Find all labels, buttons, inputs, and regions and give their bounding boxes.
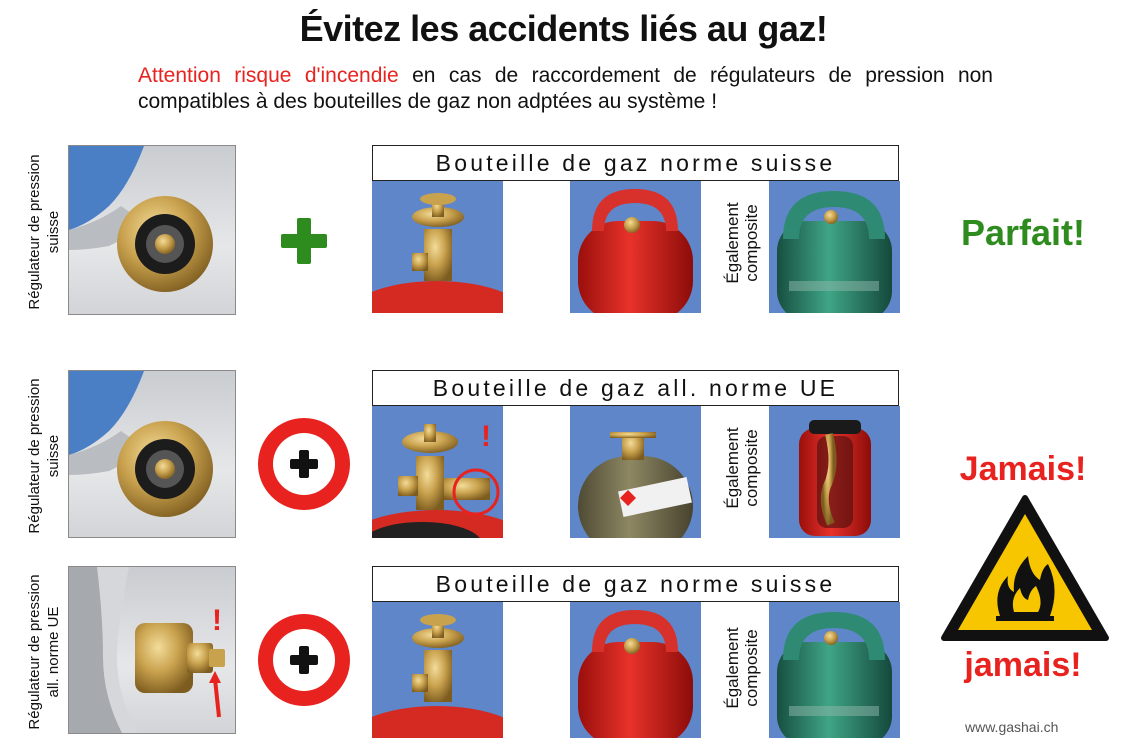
regulator-label-row3 [20, 568, 68, 736]
exclamation-mark: ! [212, 604, 222, 637]
exclamation-mark: ! [481, 420, 491, 453]
composite-label-line1: Également [723, 427, 742, 509]
regulator-label-line2: suisse [45, 210, 62, 254]
composite-label-line1: Également [723, 627, 742, 709]
composite-label-row1 [720, 183, 764, 303]
composite-label-line2: composite [742, 429, 761, 507]
composite-label-line2: composite [742, 629, 761, 707]
cylinder-header-row2: Bouteille de gaz all. norme UE [372, 370, 899, 406]
verdict-never-top: Jamais! [959, 450, 1087, 488]
regulator-label-line2: suisse [45, 434, 62, 478]
warning-highlight: Attention risque d'incendie [138, 64, 399, 87]
footer-url[interactable]: www.gashai.ch [965, 719, 1059, 735]
cylinder-header-row1: Bouteille de gaz norme suisse [372, 145, 899, 181]
red-swiss-cylinder-photo [570, 181, 701, 313]
teal-composite-cylinder-photo [769, 181, 900, 313]
regulator-label-line2: all. norme UE [45, 606, 62, 698]
regulator-label-line1: Régulateur de pression [26, 574, 43, 730]
swiss-valve-photo [372, 181, 503, 313]
warning-rest: en cas de raccordement de régulateurs de pression non compatibles à des bouteilles de gaz non adptées au système ! [138, 64, 993, 113]
warning-text [138, 63, 993, 115]
regulator-label-line1: Régulateur de pression [26, 378, 43, 534]
red-swiss-cylinder-photo [570, 602, 701, 738]
eu-regulator-photo [68, 566, 236, 734]
red-composite-cylinder-photo [769, 406, 900, 538]
cylinder-header-row3: Bouteille de gaz norme suisse [372, 566, 899, 602]
plus-icon [281, 218, 327, 264]
regulator-label-line1: Régulateur de pression [26, 154, 43, 310]
olive-eu-cylinder-photo [570, 406, 701, 538]
forbidden-plus-icon [258, 418, 350, 510]
regulator-label-row2 [20, 372, 68, 540]
verdict-ok: Parfait! [960, 212, 1086, 253]
forbidden-plus-icon [258, 614, 350, 706]
verdict-never-bottom: jamais! [964, 646, 1082, 684]
teal-composite-cylinder-photo [769, 602, 900, 738]
composite-label-row2 [720, 408, 764, 528]
swiss-regulator-photo [68, 370, 236, 538]
composite-label-row3 [720, 608, 764, 728]
page-title: Évitez les accidents liés au gaz! [299, 8, 828, 49]
swiss-valve-photo [372, 602, 503, 738]
composite-label-line1: Également [723, 202, 742, 284]
swiss-regulator-photo [68, 145, 236, 315]
fire-hazard-icon [938, 492, 1112, 646]
regulator-label-row1 [20, 148, 68, 316]
composite-label-line2: composite [742, 204, 761, 282]
